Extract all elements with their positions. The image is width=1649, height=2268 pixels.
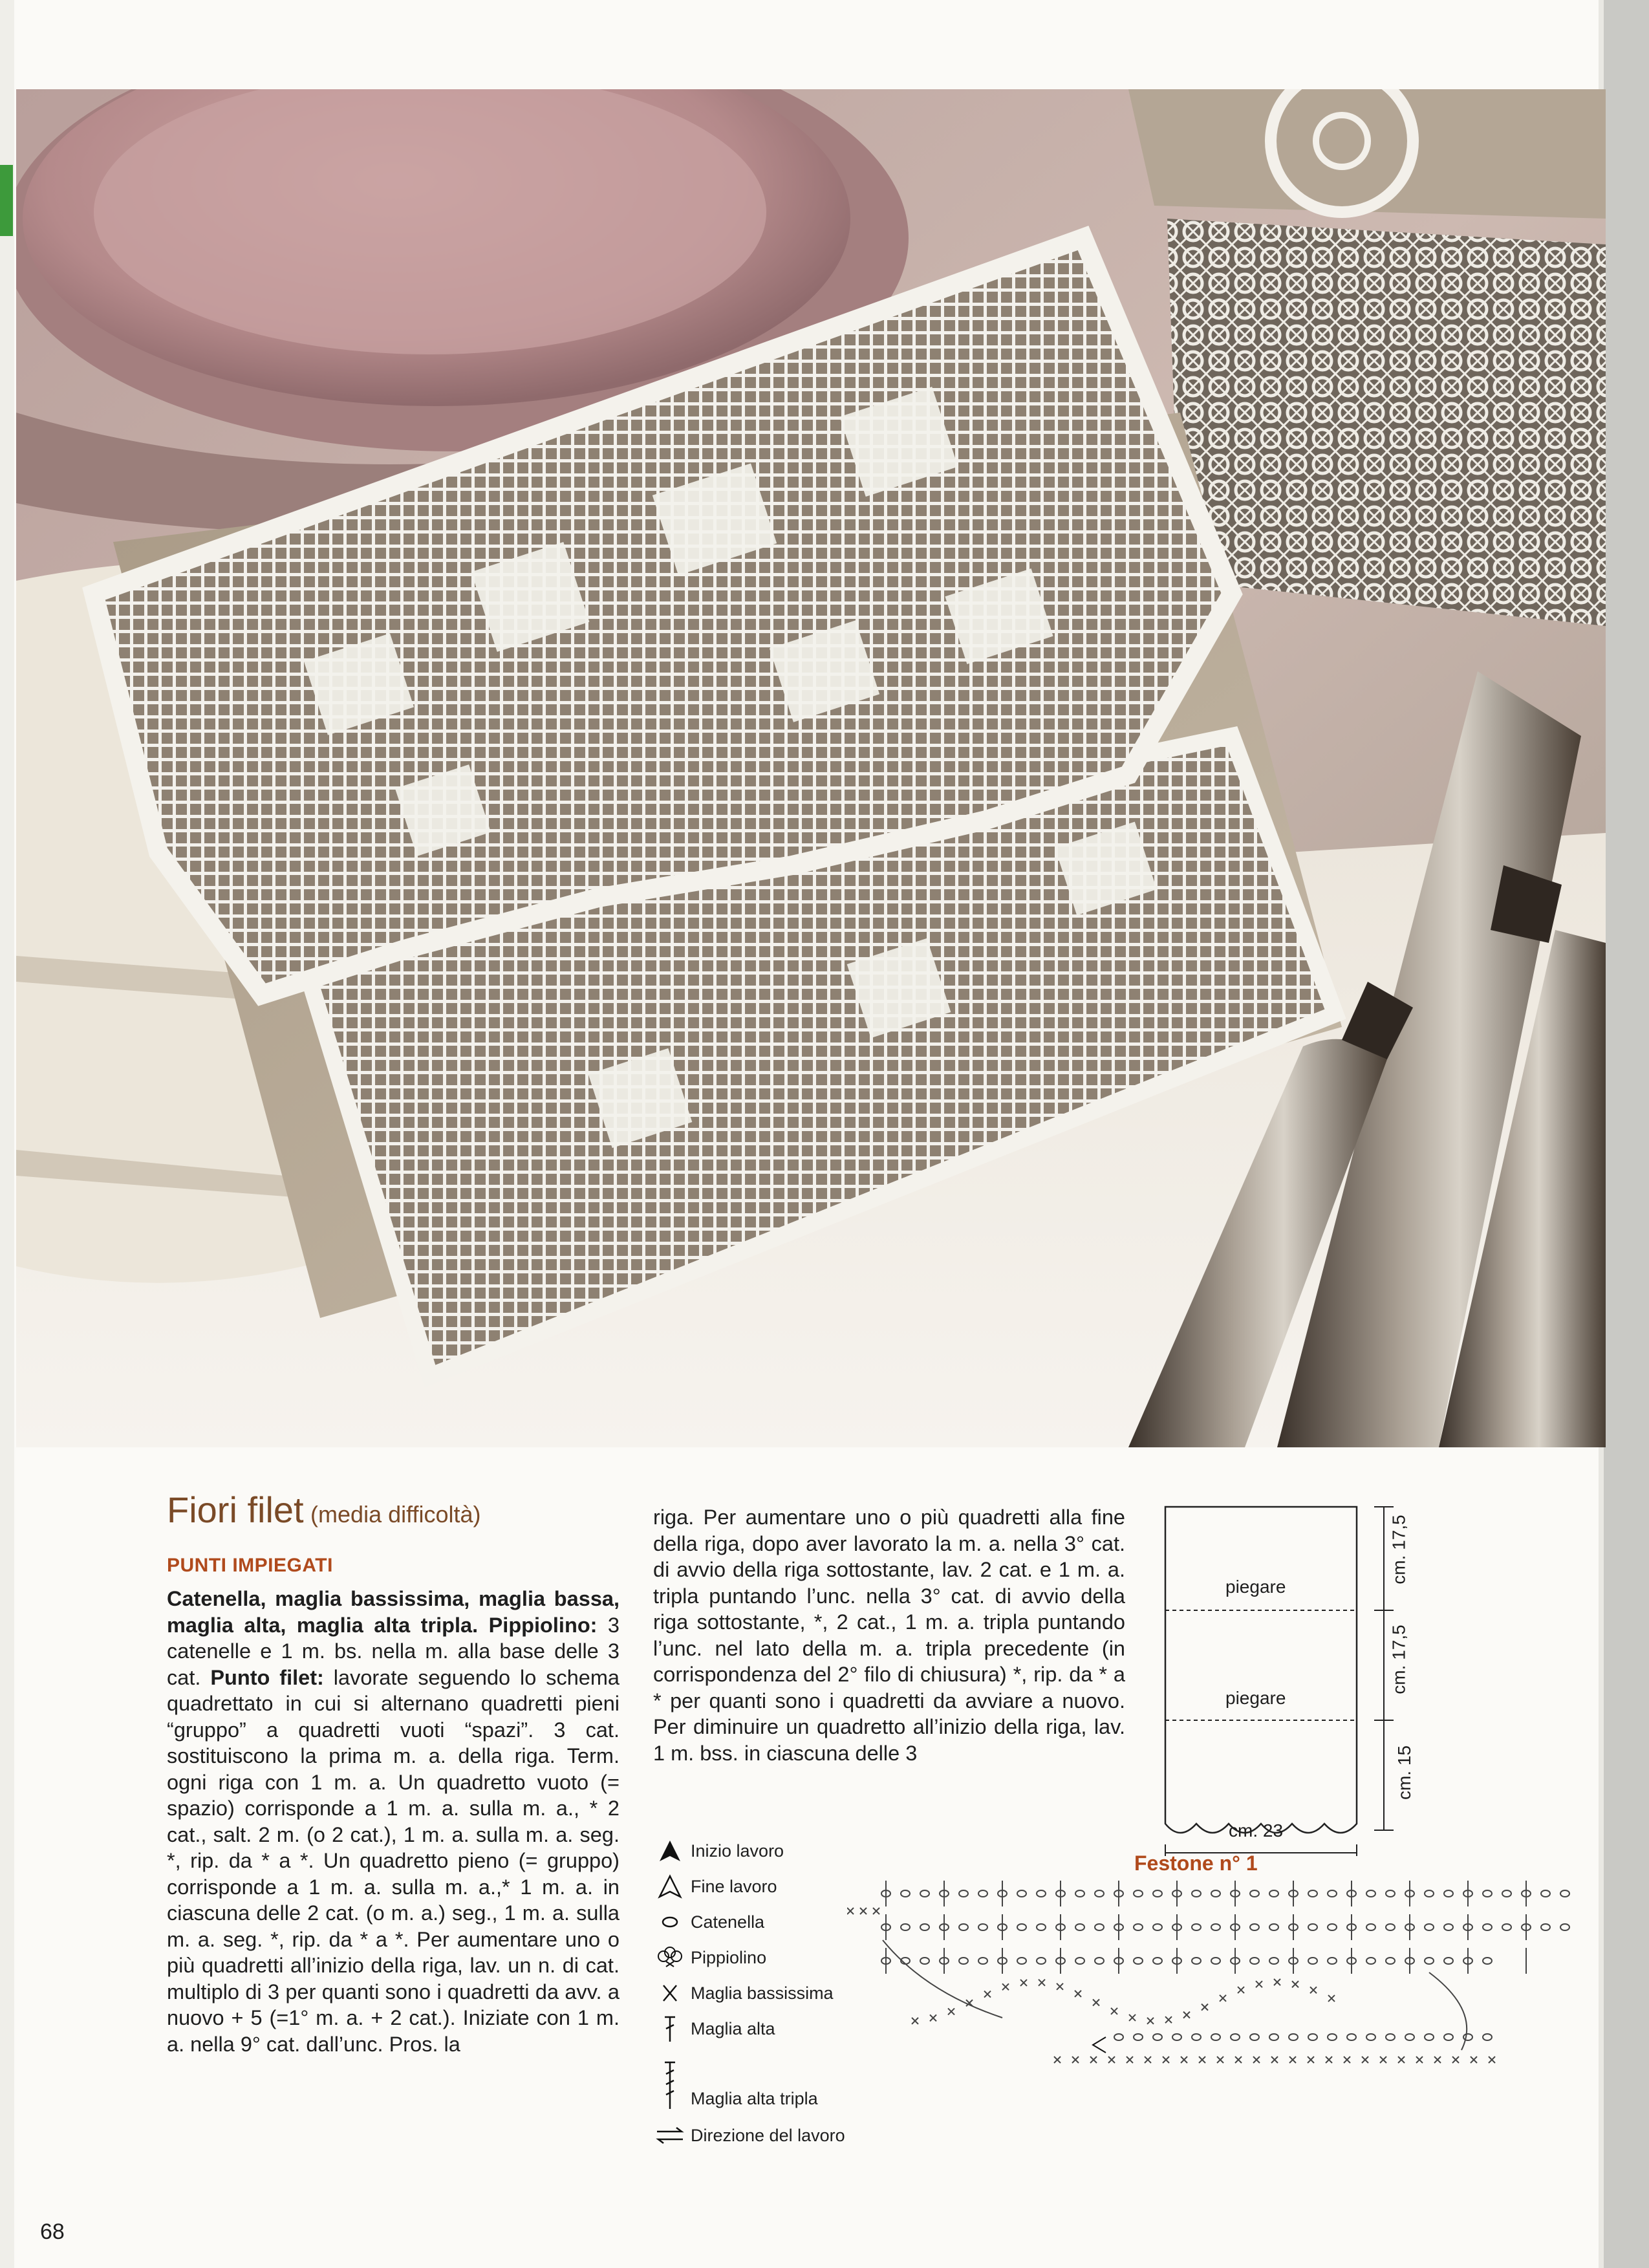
chart-symbol <box>1444 1958 1453 1964</box>
chart-symbol <box>1416 2057 1423 2063</box>
chart-symbol <box>1153 2034 1162 2040</box>
chart-symbol <box>1405 2034 1414 2040</box>
chart-symbol <box>920 1958 929 1964</box>
filled-triangle-icon <box>653 1837 687 1865</box>
chart-symbol <box>978 1924 987 1930</box>
chart-symbol <box>959 1958 968 1964</box>
legend-item <box>653 1872 777 1901</box>
chart-symbol <box>1328 1924 1337 1930</box>
chart-symbol <box>1326 2057 1332 2063</box>
chart-symbol <box>1211 1924 1220 1930</box>
chart-symbol <box>1017 1958 1026 1964</box>
pouch-schematic <box>1151 1500 1455 1856</box>
direction-arrows-icon <box>653 2121 687 2150</box>
instructions-paragraph <box>167 1586 620 2057</box>
chart-symbol <box>1192 1924 1201 1930</box>
chart-symbol <box>1386 2034 1395 2040</box>
chart-symbol <box>1039 1980 1045 1986</box>
section-heading: PUNTI IMPIEGATI <box>167 1555 333 1576</box>
pippiolino-label: Pippiolino: <box>488 1613 598 1637</box>
chart-symbol <box>1037 1890 1046 1897</box>
chart-symbol <box>1037 1958 1046 1964</box>
festone-diagram <box>847 1875 1591 2134</box>
chart-symbol <box>1269 2034 1278 2040</box>
chart-symbol <box>1362 2057 1368 2063</box>
chart-symbol <box>1153 1958 1162 1964</box>
chart-symbol <box>1289 2057 1296 2063</box>
legend-label: Maglia alta <box>691 2018 775 2038</box>
chart-symbol <box>873 1908 879 1914</box>
chart-symbol <box>1250 1924 1259 1930</box>
chart-symbol <box>1231 2034 1240 2040</box>
section-color-tab <box>0 165 13 236</box>
chart-symbol <box>1398 2057 1405 2063</box>
chart-symbol <box>1129 2014 1136 2021</box>
chart-symbol <box>1308 2057 1314 2063</box>
legend-label: Direzione del lavoro <box>691 2125 845 2145</box>
chart-symbol <box>1250 2034 1259 2040</box>
chart-symbol <box>984 1991 991 1998</box>
chart-symbol <box>1308 1924 1317 1930</box>
chart-symbol <box>1145 2057 1151 2063</box>
chart-symbol <box>1256 1981 1262 1987</box>
chart-symbol <box>1134 1958 1143 1964</box>
instructions-column-2 <box>653 1504 1125 1766</box>
chart-symbol <box>1444 1924 1453 1930</box>
chart-symbol <box>1235 2057 1242 2063</box>
chart-symbol <box>959 1924 968 1930</box>
chart-symbol <box>1308 2034 1317 2040</box>
dimension-width: cm. 23 <box>1229 1820 1284 1841</box>
chart-symbol <box>1192 1890 1201 1897</box>
chart-symbol <box>1380 2057 1386 2063</box>
chart-symbol <box>1093 2037 1106 2053</box>
legend-item <box>653 2121 845 2150</box>
chart-symbol <box>1095 1958 1104 1964</box>
chart-symbol <box>1153 1924 1162 1930</box>
festone-chart <box>847 1875 1591 2134</box>
chart-symbol <box>1126 2057 1133 2063</box>
chart-symbol <box>1444 1890 1453 1897</box>
title-difficulty: (media difficoltà) <box>310 1501 481 1528</box>
chart-symbol <box>912 2018 918 2024</box>
chart-symbol <box>1002 1983 1009 1990</box>
legend-item <box>653 1943 766 1972</box>
legend-item <box>653 1979 834 2007</box>
chart-symbol <box>1057 1983 1063 1990</box>
title-main: Fiori filet <box>167 1489 304 1530</box>
chart-symbol <box>1483 1958 1492 1964</box>
chart-symbol <box>1017 1890 1026 1897</box>
chart-symbol <box>920 1890 929 1897</box>
chart-symbol <box>1075 1924 1084 1930</box>
chart-symbol <box>1483 1924 1492 1930</box>
chart-symbol <box>1328 1890 1337 1897</box>
chart-symbol <box>1192 1958 1201 1964</box>
chart-symbol <box>1211 1958 1220 1964</box>
legend-label: Pippiolino <box>691 1947 767 1967</box>
chart-symbol <box>1269 1890 1278 1897</box>
photo <box>16 89 1606 1447</box>
triple-crochet-icon <box>653 2060 687 2111</box>
stitches-list: Catenella, maglia bassissima, maglia bassa, maglia alta, maglia alta tripla. <box>167 1587 620 1637</box>
chart-symbol <box>1147 2018 1154 2024</box>
page-edge-right <box>1604 0 1649 2268</box>
chart-symbol <box>959 1890 968 1897</box>
legend-item <box>653 1837 784 1865</box>
chart-symbol <box>1269 1958 1278 1964</box>
chart-symbol <box>1328 1995 1335 2002</box>
chart-symbol <box>1502 1890 1511 1897</box>
chart-symbol <box>1274 1979 1280 1985</box>
legend-label: Inizio lavoro <box>691 1841 784 1861</box>
chart-symbol <box>1452 2057 1459 2063</box>
chart-symbol <box>1217 2057 1223 2063</box>
chart-symbol <box>1211 2034 1220 2040</box>
chart-symbol <box>1199 2057 1205 2063</box>
chart-symbol <box>1192 2034 1201 2040</box>
chart-symbol <box>1386 1890 1395 1897</box>
filet-text: lavorate seguendo lo schema quadrettato in cui si alternano quadretti pieni “gruppo” a quadretti vuoti “spazi”. 3 cat. sostituiscono la prima m. a. della riga. Term. ogni riga con 1 m. a. Un quadretto vuoto (= spazio) corrisponde a 1 m. a. sulla m. a., * 2 cat., salt. 2 m. (o 2 cat.), 1 m. a. sulla m. a. seg. *, rip. da * a *. Un quadretto pieno (= gruppo) corrisponde a 1 m. a. sulla m. a.,* 1 m. a. in ciascuna delle 2 cat. (o m. a.) seg., 1 m. a. sulla m. a. seg. *, rip. da * a *. Per aumentare uno o più quadretti all’inizio della riga, lav. un n. di cat. multiplo di 3 per quanti sono i quadretti da avv. a nuovo + 5 (=1° m. a. + 2 cat.). Iniziate con 1 m. a. nella 9° cat. dall’unc. Pros. la <box>167 1665 620 2056</box>
festone-title: Festone n° 1 <box>1134 1852 1258 1875</box>
chart-symbol <box>1429 1972 1467 2050</box>
chart-symbol <box>1386 1924 1395 1930</box>
chart-symbol <box>1366 1958 1375 1964</box>
chart-symbol <box>1037 1924 1046 1930</box>
dimension-bottom: cm. 15 <box>1394 1745 1415 1800</box>
chart-symbol <box>1072 2057 1079 2063</box>
chart-symbol <box>1108 2057 1115 2063</box>
chart-symbol <box>1202 2004 1208 2011</box>
legend-item <box>653 2014 775 2043</box>
chart-symbol <box>1463 2034 1472 2040</box>
chart-symbol <box>930 2014 936 2021</box>
chart-symbol <box>1269 1924 1278 1930</box>
chart-symbol <box>978 1958 987 1964</box>
picot-icon <box>653 1943 687 1972</box>
chart-symbol <box>1271 2057 1278 2063</box>
chart-symbol <box>1017 1924 1026 1930</box>
chart-symbol <box>1250 1958 1259 1964</box>
chart-symbol <box>1347 2034 1356 2040</box>
fold-label-1: piegare <box>1225 1577 1286 1597</box>
chart-symbol <box>1153 1890 1162 1897</box>
chart-symbol <box>948 2008 954 2014</box>
chart-symbol <box>1366 1924 1375 1930</box>
chart-symbol <box>1181 2057 1187 2063</box>
chart-symbol <box>1165 2016 1172 2023</box>
chart-symbol <box>1238 1987 1244 1993</box>
chart-symbol <box>1386 1958 1395 1964</box>
instructions-continued: riga. Per aumentare uno o più quadretti alla fine della riga, dopo aver lavorato la m. a. nella 3° cat. di avvio della riga sottostante, lav. 2 cat. e 1 m. a. tripla puntando l’unc. nella 3° cat. di avvio della riga sottostante, *, 2 cat., 1 m. a. tripla puntando l’unc. nel lato della m. a. tripla precedente (in corrispondenza del 2° filo di chiusura) *, rip. da * a * per quanti sono i quadretti da avviare a nuovo. Per diminuire un quadretto all’inizio della riga, lav. 1 m. bss. in ciascuna delle 3 <box>653 1506 1125 1765</box>
legend-label: Fine lavoro <box>691 1876 777 1896</box>
chart-symbol <box>860 1908 867 1914</box>
chart-symbol <box>1366 1890 1375 1897</box>
chart-symbol <box>920 1924 929 1930</box>
chart-symbol <box>1163 2057 1169 2063</box>
chart-symbol <box>1093 2000 1099 2006</box>
pippiolino-text: 3 catenelle e 1 m. bs. nella m. alla base delle 3 cat. <box>167 1613 620 1689</box>
chart-symbol <box>1172 2034 1181 2040</box>
chain-oval-icon <box>653 1908 687 1936</box>
chart-symbol <box>1425 1890 1434 1897</box>
chart-symbol <box>1111 2008 1117 2014</box>
chart-symbol <box>1328 2034 1337 2040</box>
dimension-top: cm. 17,5 <box>1388 1515 1409 1584</box>
chart-symbol <box>1560 1924 1569 1930</box>
chart-symbol <box>1366 2034 1375 2040</box>
chart-symbol <box>901 1890 910 1897</box>
double-crochet-icon <box>653 2014 687 2043</box>
chart-symbol <box>883 1940 1002 2018</box>
chart-symbol <box>1075 1890 1084 1897</box>
chart-symbol <box>1134 1890 1143 1897</box>
cross-icon <box>653 1979 687 2007</box>
chart-symbol <box>1220 1995 1226 2002</box>
chart-symbol <box>1308 1958 1317 1964</box>
legend-item <box>653 2060 818 2111</box>
chart-symbol <box>1434 2057 1441 2063</box>
chart-symbol <box>1425 2034 1434 2040</box>
chart-symbol <box>1489 2057 1495 2063</box>
fold-label-2: piegare <box>1225 1688 1286 1708</box>
chart-symbol <box>1560 1890 1569 1897</box>
chart-symbol <box>1444 2034 1453 2040</box>
chart-symbol <box>1502 1924 1511 1930</box>
chart-symbol <box>1308 1890 1317 1897</box>
filet-label: Punto filet: <box>210 1665 324 1689</box>
legend-label: Maglia bassissima <box>691 1983 834 2003</box>
chart-symbol <box>1075 1958 1084 1964</box>
instructions-column-1 <box>167 1586 620 2057</box>
chart-symbol <box>1075 1991 1081 1997</box>
chart-symbol <box>1328 1958 1337 1964</box>
chart-symbol <box>901 1924 910 1930</box>
page-edge-left <box>0 0 14 2268</box>
chart-symbol <box>1020 1980 1027 1986</box>
article-title <box>167 1489 481 1531</box>
chart-symbol <box>1250 1890 1259 1897</box>
chart-symbol <box>1054 2057 1061 2063</box>
chart-symbol <box>1292 1981 1299 1987</box>
legend-item <box>653 1908 764 1936</box>
chart-symbol <box>1425 1958 1434 1964</box>
legend-label: Maglia alta tripla <box>691 2088 818 2108</box>
chart-symbol <box>847 1908 854 1914</box>
chart-symbol <box>1134 1924 1143 1930</box>
chart-symbol <box>1095 1924 1104 1930</box>
chart-symbol <box>1344 2057 1350 2063</box>
chart-symbol <box>1289 2034 1298 2040</box>
chart-symbol <box>1310 1987 1317 1993</box>
chart-symbol <box>1114 2034 1123 2040</box>
chart-symbol <box>1541 1924 1550 1930</box>
chart-symbol <box>1425 1924 1434 1930</box>
chart-symbol <box>978 1890 987 1897</box>
chart-symbol <box>1483 2034 1492 2040</box>
chart-symbol <box>1253 2057 1260 2063</box>
outline-triangle-icon <box>653 1872 687 1901</box>
chart-symbol <box>1095 1890 1104 1897</box>
chart-symbol <box>1134 2034 1143 2040</box>
dimension-middle: cm. 17,5 <box>1388 1625 1409 1694</box>
chart-symbol <box>1090 2057 1097 2063</box>
chart-symbol <box>1541 1890 1550 1897</box>
chart-symbol <box>1183 2012 1190 2018</box>
chart-symbol <box>1211 1890 1220 1897</box>
chart-symbol <box>1483 1890 1492 1897</box>
chart-symbol <box>1471 2057 1477 2063</box>
legend-label: Catenella <box>691 1912 765 1932</box>
page-number: 68 <box>40 2219 65 2244</box>
